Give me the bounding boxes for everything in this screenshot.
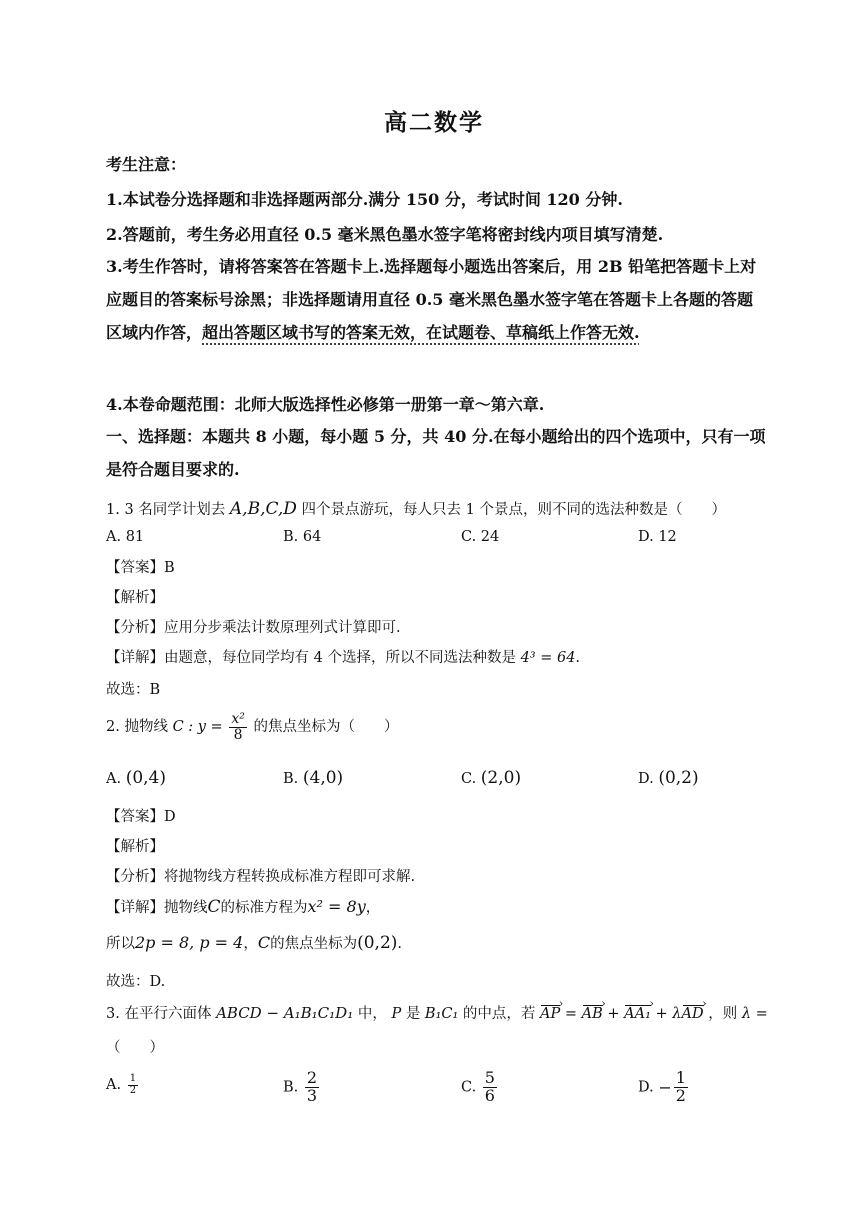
notice-item-2: 2.答题前，考生务必用直径 0.5 毫米黑色墨水签字笔将密封线内项目填写清楚. bbox=[106, 225, 664, 244]
notice-item-1: 1.本试卷分选择题和非选择题两部分.满分 150 分，考试时间 120 分钟. bbox=[106, 190, 623, 209]
q3-b-fraction: $\frac{2}{3}$ bbox=[306, 1068, 318, 1105]
notice-item-3: 3.考生作答时，请将答案答在答题卡上.选择题每小题选出答案后，用 2B 铅笔把答题卡上对应题目的答案标号涂黑；非选择题请用直径 0.5 毫米黑色墨水签字笔在答题卡上各题的答题区域内作答，超出答题区域书写的答案无效，在试题卷、草稿纸上作答无效. bbox=[106, 257, 757, 342]
section-heading: 一、选择题：本题共 8 小题，每小题 5 分，共 40 分.在每小题给出的四个选项中，只有一项是符合题目要求的. bbox=[106, 427, 766, 479]
q3-a-fraction: $\frac{1}{2}$ bbox=[129, 1073, 137, 1096]
q1-option-a: A. 81 bbox=[106, 529, 145, 545]
q2-option-d: D. (0,2) bbox=[638, 768, 699, 788]
page-title: 高二数学 bbox=[384, 109, 484, 136]
q1-option-b: B. 64 bbox=[283, 529, 322, 545]
question-2: 2. 抛物线 C : y = $\frac{\text{x²}}{8}$ 的焦点坐标为（ ） bbox=[106, 711, 399, 743]
q3-option-b: B. $\frac{2}{3}$ bbox=[283, 1068, 318, 1105]
q2-answer: 【答案】D bbox=[106, 809, 176, 825]
q3-paren: （ ） bbox=[106, 1040, 164, 1056]
q3-d-fraction: $\frac{1}{2}$ bbox=[675, 1068, 686, 1105]
q2-fenxi: 【分析】将抛物线方程转换成标准方程即可求解. bbox=[106, 869, 416, 885]
q3-option-d: D. − $\frac{1}{2}$ bbox=[638, 1068, 686, 1105]
q1-analysis: 【解析】 bbox=[106, 590, 164, 606]
notice-heading: 考生注意： bbox=[106, 155, 187, 174]
q2-analysis: 【解析】 bbox=[106, 839, 164, 855]
q2-option-a: A. (0,4) bbox=[106, 768, 167, 788]
q2-option-b: B. (4,0) bbox=[283, 768, 344, 788]
q1-fenxi: 【分析】应用分步乘法计数原理列式计算即可. bbox=[106, 620, 401, 636]
question-1: 1. 3 名同学计划去 A,B,C,D 四个景点游玩，每人只去 1 个景点，则不同的选法种数是（ ） bbox=[106, 499, 726, 519]
q1-detail: 【详解】由题意，每位同学均有 4 个选择，所以不同选法种数是 4³ = 64. bbox=[106, 650, 581, 666]
q2-choose: 故选：D. bbox=[106, 974, 166, 990]
notice-item-4: 4.本卷命题范围：北师大版选择性必修第一册第一章～第六章. bbox=[106, 395, 545, 414]
q2-fraction: $\frac{\text{x²}}{8}$ bbox=[231, 711, 245, 743]
q2-option-c: C. (2,0) bbox=[461, 768, 522, 788]
q3-option-c: C. $\frac{5}{6}$ bbox=[461, 1068, 495, 1105]
question-3: 3. 在平行六面体 ABCD − A₁B₁C₁D₁ 中， P 是 B₁C₁ 的中点，若 AP › = AB › + AA₁ › + λAD › ，则 λ = bbox=[106, 1002, 768, 1023]
q2-detail: 【详解】抛物线C的标准方程为x² = 8y， bbox=[106, 897, 381, 917]
q1-option-c: C. 24 bbox=[461, 529, 500, 545]
q3-c-fraction: $\frac{5}{6}$ bbox=[484, 1068, 495, 1105]
q1-option-d: D. 12 bbox=[638, 529, 677, 545]
q1-choose: 故选：B bbox=[106, 682, 161, 698]
q3-option-a: A. $\frac{1}{2}$ bbox=[106, 1073, 137, 1096]
q1-answer: 【答案】B bbox=[106, 560, 175, 576]
notice-emphasis: 超出答题区域书写的答案无效，在试题卷、草稿纸上作答无效. bbox=[202, 323, 640, 342]
q2-detail-line2: 所以2p = 8, p = 4，C的焦点坐标为(0,2). bbox=[106, 933, 403, 953]
